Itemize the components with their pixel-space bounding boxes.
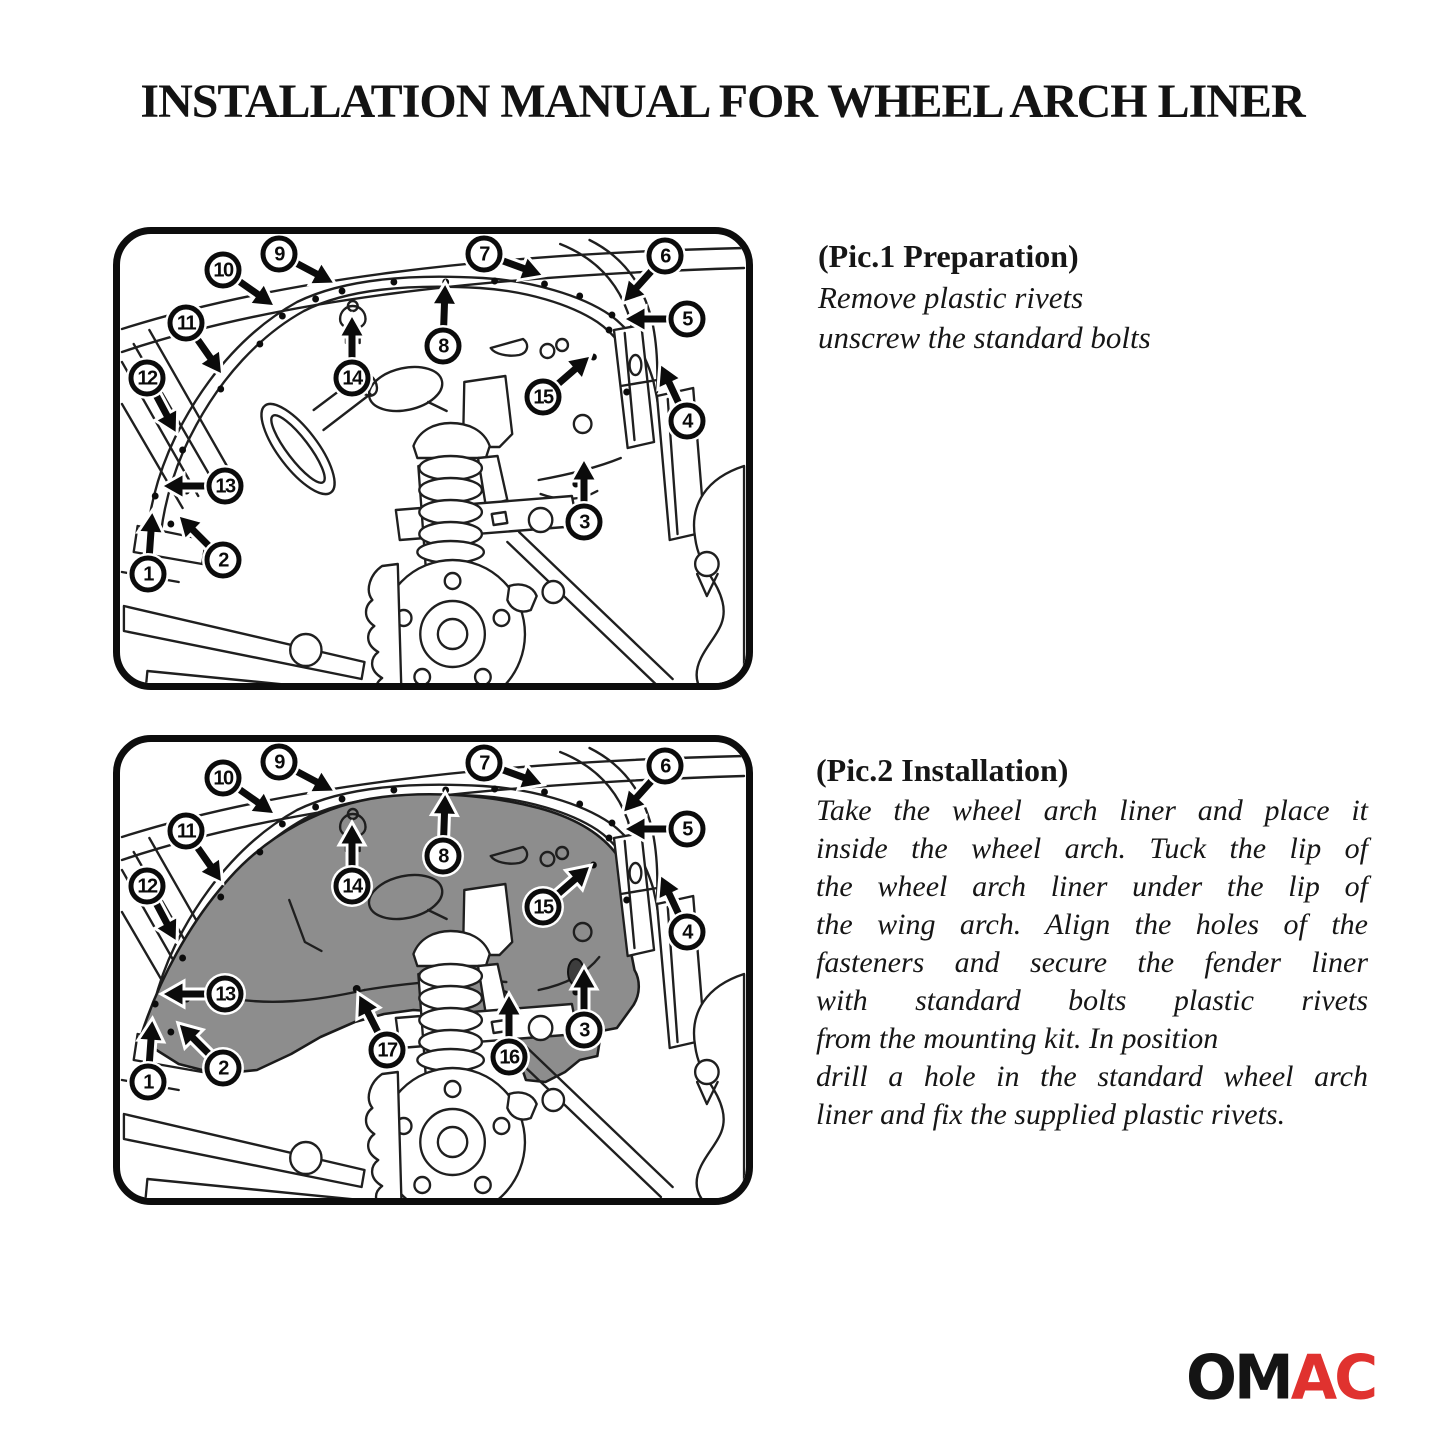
callout-arrow-icon xyxy=(567,963,601,1017)
callout-arrow-icon xyxy=(426,788,462,843)
callout-number: 8 xyxy=(425,838,462,875)
omac-logo xyxy=(1186,1342,1376,1414)
pic2-diagram xyxy=(113,735,753,1205)
callout-number: 15 xyxy=(525,379,562,416)
instruction-line: fasteners and secure the fender liner xyxy=(816,946,1368,979)
callout-number: 7 xyxy=(466,745,503,782)
callout-number: 6 xyxy=(647,748,684,785)
instruction-line: inside the wheel arch. Tuck the lip of xyxy=(816,832,1368,865)
callout-number: 1 xyxy=(130,556,167,593)
callout-arrow-icon xyxy=(158,469,212,503)
callout-number: 12 xyxy=(129,360,166,397)
instruction-line: with standard bolts plastic rivets xyxy=(816,984,1368,1017)
callout-arrow-icon xyxy=(492,990,526,1044)
callout-number: 6 xyxy=(647,238,684,275)
callout-number: 2 xyxy=(205,1050,242,1087)
callout-number: 9 xyxy=(261,236,298,273)
callout-number: 11 xyxy=(168,813,205,850)
callout-number: 5 xyxy=(669,811,706,848)
callout-arrow-icon xyxy=(158,977,212,1011)
callout-number: 1 xyxy=(130,1064,167,1101)
callout-number: 2 xyxy=(205,542,242,579)
callout-number: 14 xyxy=(334,868,371,905)
callout-number: 10 xyxy=(205,760,242,797)
instruction-line: the wheel arch liner under the lip of xyxy=(816,870,1368,903)
callout-number: 10 xyxy=(205,252,242,289)
callout-number: 5 xyxy=(669,301,706,338)
callout-number: 3 xyxy=(566,504,603,541)
callout-number: 4 xyxy=(669,914,706,951)
callout-number: 8 xyxy=(425,328,462,365)
pic1-instructions xyxy=(818,278,1248,358)
instruction-line: Take the wheel arch liner and place it xyxy=(816,794,1368,827)
callout-number: 9 xyxy=(261,744,298,781)
omac-logo-red-letters: AC xyxy=(1290,1342,1376,1414)
pic1-callouts xyxy=(113,227,753,690)
pic1-heading: (Pic.1 Preparation) xyxy=(818,238,1079,274)
pic1-diagram xyxy=(113,227,753,690)
callout-number: 4 xyxy=(669,403,706,440)
instruction-line: unscrew the standard bolts xyxy=(818,320,1151,355)
instruction-line: the wing arch. Align the holes of the xyxy=(816,908,1368,941)
callout-number: 13 xyxy=(207,468,244,505)
callout-arrow-icon xyxy=(567,455,601,509)
callout-arrow-icon xyxy=(132,1014,170,1070)
callout-arrow-icon xyxy=(335,311,369,365)
callout-number: 7 xyxy=(466,236,503,273)
instruction-line: Remove plastic rivets xyxy=(818,280,1084,315)
callout-number: 12 xyxy=(129,868,166,905)
pic2-heading: (Pic.2 Installation) xyxy=(816,752,1069,788)
pic1-caption xyxy=(818,234,1248,358)
callout-number: 11 xyxy=(168,305,205,342)
callout-number: 16 xyxy=(491,1039,528,1076)
callout-number: 3 xyxy=(566,1012,603,1049)
callout-number: 13 xyxy=(207,976,244,1013)
instruction-line: from the mounting kit. In position xyxy=(816,1022,1219,1055)
page-title: INSTALLATION MANUAL FOR WHEEL ARCH LINER xyxy=(140,75,1305,128)
callout-number: 17 xyxy=(369,1032,406,1069)
callout-arrow-icon xyxy=(426,278,462,333)
callout-number: 14 xyxy=(334,360,371,397)
callout-arrow-icon xyxy=(132,506,170,562)
callout-arrow-icon xyxy=(335,819,369,873)
pic2-callouts xyxy=(113,735,753,1205)
omac-logo-black-letters: OM xyxy=(1186,1342,1291,1414)
instruction-line: drill a hole in the standard wheel arch xyxy=(816,1060,1368,1093)
callout-number: 15 xyxy=(525,889,562,926)
pic2-instructions xyxy=(816,792,1368,1134)
pic2-caption xyxy=(816,748,1368,1134)
instruction-line: liner and fix the supplied plastic rivets. xyxy=(816,1098,1286,1131)
